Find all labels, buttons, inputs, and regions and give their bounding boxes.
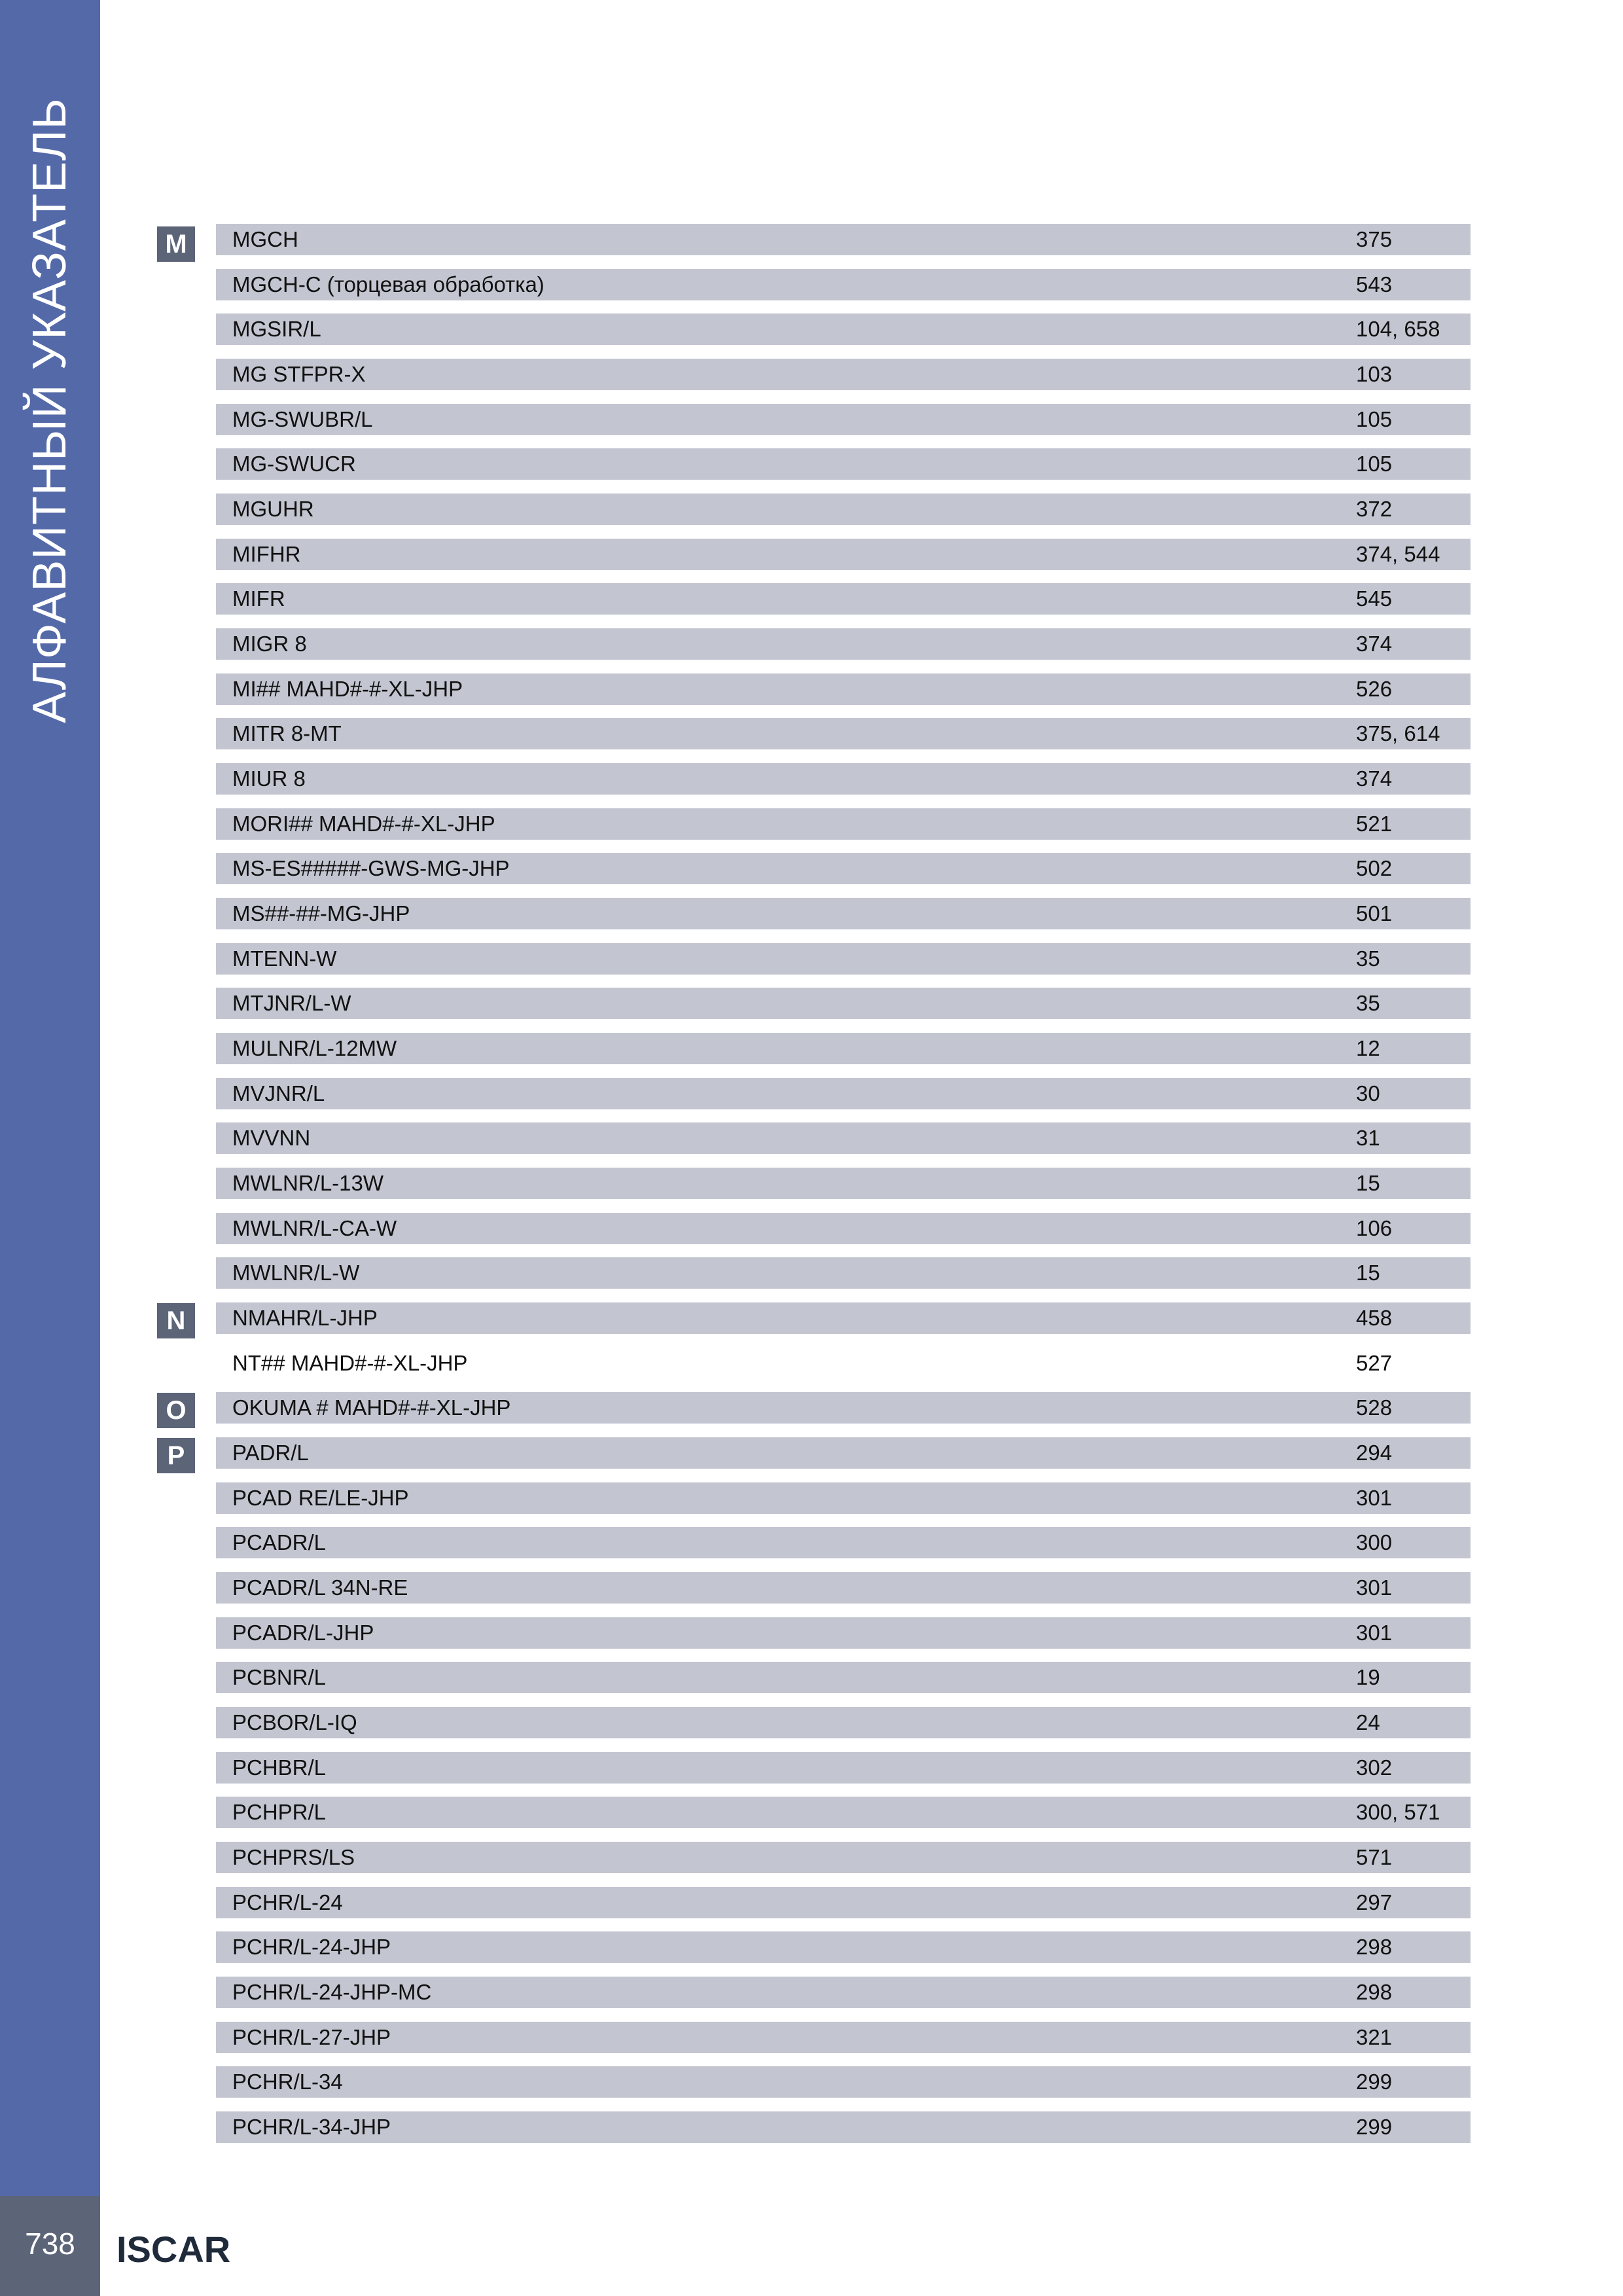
entry-name: PCHR/L-24-JHP (232, 1935, 391, 1959)
entry-name: PCHBR/L (232, 1755, 327, 1780)
entry-name: MWLNR/L-13W (232, 1171, 384, 1195)
entry-name: MI## MAHD#-#-XL-JHP (232, 677, 463, 701)
entry-pages: 24 (1356, 1710, 1380, 1734)
entry-pages: 30 (1356, 1081, 1380, 1105)
index-row (216, 718, 1471, 749)
index-row (216, 359, 1471, 390)
entry-name: MG STFPR-X (232, 362, 366, 386)
entry-name: PCHR/L-24-JHP-MC (232, 1980, 432, 2004)
index-row (216, 1213, 1471, 1244)
index-row (216, 1842, 1471, 1873)
index-row (216, 404, 1471, 435)
index-row (216, 1572, 1471, 1604)
entry-name: MTENN-W (232, 946, 337, 971)
entry-name: PCHR/L-34-JHP (232, 2115, 391, 2139)
entry-name: MG-SWUCR (232, 452, 356, 476)
entry-name: MGCH (232, 227, 298, 251)
index-row (216, 853, 1471, 884)
index-row (216, 1437, 1471, 1469)
index-row (216, 583, 1471, 615)
entry-name: MVJNR/L (232, 1081, 325, 1105)
index-row (216, 1887, 1471, 1918)
entry-name: NT## MAHD#-#-XL-JHP (232, 1351, 468, 1375)
index-row (216, 1257, 1471, 1289)
entry-pages: 15 (1356, 1171, 1380, 1195)
entry-name: OKUMA # MAHD#-#-XL-JHP (232, 1395, 511, 1420)
index-row (216, 1482, 1471, 1514)
letter-marker-o: O (157, 1393, 195, 1428)
entry-pages: 528 (1356, 1395, 1393, 1420)
entry-name: PCHR/L-34 (232, 2070, 343, 2094)
entry-pages: 502 (1356, 856, 1393, 880)
entry-pages: 297 (1356, 1890, 1393, 1914)
entry-name: MG-SWUBR/L (232, 407, 373, 431)
entry-name: MS##-##-MG-JHP (232, 901, 410, 925)
entry-pages: 12 (1356, 1036, 1380, 1060)
entry-pages: 31 (1356, 1126, 1380, 1150)
index-row (216, 1392, 1471, 1424)
entry-pages: 374 (1356, 766, 1393, 791)
letter-marker-m: M (157, 226, 195, 262)
index-row (216, 1122, 1471, 1154)
index-row (216, 1302, 1471, 1334)
entry-name: PCHPRS/LS (232, 1845, 355, 1869)
entry-pages: 298 (1356, 1935, 1393, 1959)
entry-pages: 301 (1356, 1621, 1393, 1645)
entry-pages: 104, 658 (1356, 317, 1440, 341)
entry-pages: 301 (1356, 1575, 1393, 1600)
index-row (216, 1707, 1471, 1738)
entry-pages: 294 (1356, 1441, 1393, 1465)
index-row (216, 1078, 1471, 1109)
entry-name: MS-ES#####-GWS-MG-JHP (232, 856, 510, 880)
entry-name: MVVNN (232, 1126, 311, 1150)
entry-name: PCADR/L-JHP (232, 1621, 374, 1645)
index-row (216, 1527, 1471, 1558)
entry-name: PCADR/L 34N-RE (232, 1575, 408, 1600)
index-row (216, 2111, 1471, 2143)
entry-name: NMAHR/L-JHP (232, 1306, 378, 1330)
index-row (216, 1617, 1471, 1649)
entry-name: MWLNR/L-CA-W (232, 1216, 397, 1240)
entry-name: PCADR/L (232, 1530, 327, 1554)
index-row (216, 2022, 1471, 2053)
index-row (216, 1348, 1471, 1379)
entry-pages: 300, 571 (1356, 1800, 1440, 1824)
entry-name: PCHR/L-27-JHP (232, 2025, 391, 2049)
index-row (216, 898, 1471, 929)
entry-pages: 372 (1356, 497, 1393, 521)
index-row (216, 224, 1471, 255)
index-row (216, 943, 1471, 975)
entry-pages: 527 (1356, 1351, 1393, 1375)
entry-name: MIFR (232, 586, 285, 611)
entry-pages: 35 (1356, 946, 1380, 971)
entry-pages: 545 (1356, 586, 1393, 611)
index-row (216, 448, 1471, 480)
entry-name: MULNR/L-12MW (232, 1036, 397, 1060)
index-row (216, 269, 1471, 300)
entry-name: PADR/L (232, 1441, 309, 1465)
index-row (216, 493, 1471, 525)
index-row (216, 1662, 1471, 1693)
entry-pages: 458 (1356, 1306, 1393, 1330)
sidebar (0, 0, 100, 2196)
entry-name: PCHPR/L (232, 1800, 327, 1824)
entry-pages: 521 (1356, 812, 1393, 836)
entry-pages: 19 (1356, 1665, 1380, 1689)
index-row (216, 1977, 1471, 2008)
entry-name: MIGR 8 (232, 632, 307, 656)
entry-name: MGSIR/L (232, 317, 321, 341)
entry-pages: 375, 614 (1356, 721, 1440, 745)
letter-marker-n: N (157, 1303, 195, 1338)
entry-pages: 374, 544 (1356, 542, 1440, 566)
entry-pages: 103 (1356, 362, 1393, 386)
letter-marker-p: P (157, 1438, 195, 1473)
entry-name: MWLNR/L-W (232, 1261, 360, 1285)
entry-name: MIUR 8 (232, 766, 306, 791)
entry-pages: 300 (1356, 1530, 1393, 1554)
entry-pages: 105 (1356, 407, 1393, 431)
page-number: 738 (25, 2227, 75, 2261)
index-row (216, 1752, 1471, 1784)
entry-pages: 302 (1356, 1755, 1393, 1780)
index-row (216, 539, 1471, 570)
entry-name: PCBNR/L (232, 1665, 327, 1689)
entry-pages: 35 (1356, 991, 1380, 1015)
entry-pages: 374 (1356, 632, 1393, 656)
entry-pages: 526 (1356, 677, 1393, 701)
entry-name: PCBOR/L-IQ (232, 1710, 357, 1734)
brand-logo: ISCAR (116, 2229, 231, 2270)
entry-name: MGCH-C (торцевая обработка) (232, 272, 544, 296)
entry-name: MGUHR (232, 497, 314, 521)
index-row (216, 1168, 1471, 1199)
index-row (216, 1033, 1471, 1064)
entry-pages: 299 (1356, 2115, 1393, 2139)
entry-pages: 15 (1356, 1261, 1380, 1285)
index-row (216, 1931, 1471, 1963)
index-row (216, 988, 1471, 1019)
entry-pages: 298 (1356, 1980, 1393, 2004)
entry-name: PCHR/L-24 (232, 1890, 343, 1914)
entry-pages: 501 (1356, 901, 1393, 925)
entry-pages: 301 (1356, 1486, 1393, 1510)
entry-name: PCAD RE/LE-JHP (232, 1486, 409, 1510)
index-row (216, 314, 1471, 345)
entry-pages: 571 (1356, 1845, 1393, 1869)
index-row (216, 763, 1471, 795)
sidebar-title: АЛФАВИТНЫЙ УКАЗАТЕЛЬ (24, 98, 76, 723)
index-row (216, 628, 1471, 660)
entry-pages: 106 (1356, 1216, 1393, 1240)
index-row (216, 1797, 1471, 1828)
entry-pages: 543 (1356, 272, 1393, 296)
entry-pages: 299 (1356, 2070, 1393, 2094)
entry-name: MTJNR/L-W (232, 991, 351, 1015)
entry-pages: 375 (1356, 227, 1393, 251)
entry-name: MITR 8-MT (232, 721, 342, 745)
entry-name: MIFHR (232, 542, 301, 566)
entry-pages: 321 (1356, 2025, 1393, 2049)
index-row (216, 2066, 1471, 2098)
entry-pages: 105 (1356, 452, 1393, 476)
index-row (216, 808, 1471, 840)
entry-name: MORI## MAHD#-#-XL-JHP (232, 812, 495, 836)
index-row (216, 673, 1471, 705)
